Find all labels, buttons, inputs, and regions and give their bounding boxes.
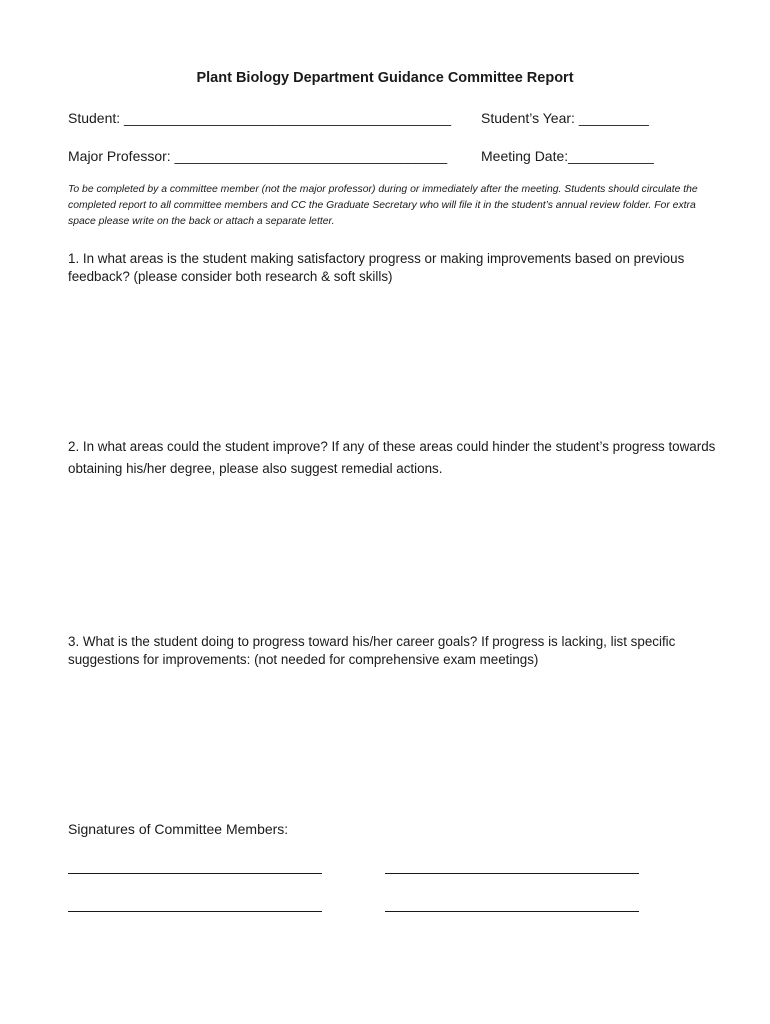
students-year-field[interactable]: Student’s Year: _________ [481,110,649,126]
signatures-label: Signatures of Committee Members: [68,821,289,837]
question-3: 3. What is the student doing to progress toward his/her career goals? If progress is lacking, list specific suggestions for improvements: (not needed for comprehensive exam meetings) [68,634,676,667]
question-1: 1. In what areas is the student making satisfactory progress or making improvements based on previous feedback? (please consider both research & soft skills) [68,251,685,284]
major-professor-field[interactable]: Major Professor: ___________________________________ [68,148,448,164]
meeting-date-field[interactable]: Meeting Date:___________ [481,148,654,164]
instructions-text: To be completed by a committee member (not the major professor) during or immediately after the meeting. Students should circulate the completed report to all committee members and CC the Graduate Secretary who will file it in the student’s annual review folder. For extra space please write on the back or attach a separate letter. [68,184,698,227]
question-2: 2. In what areas could the student improve? If any of these areas could hinder the student’s progress towards obtaining his/her degree, please also suggest remedial actions. [68,439,716,476]
signature-line-1[interactable] [68,873,322,874]
signature-line-2[interactable] [385,873,639,874]
signature-line-3[interactable] [68,911,322,912]
page-title: Plant Biology Department Guidance Committee Report [196,70,574,86]
signature-line-4[interactable] [385,911,639,912]
student-field[interactable]: Student: __________________________________________ [68,110,452,126]
